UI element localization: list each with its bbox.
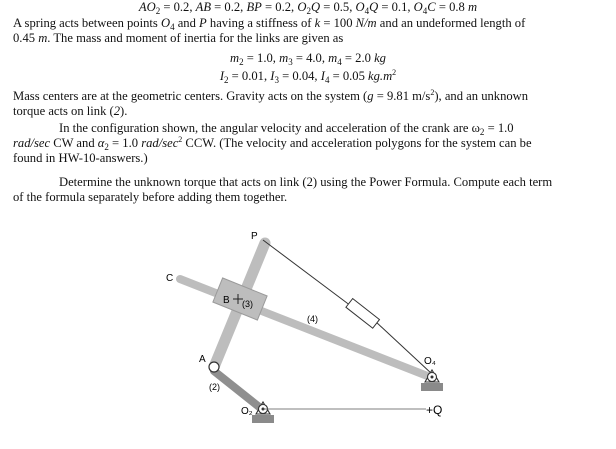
label-p: P bbox=[251, 231, 258, 242]
link-2-crank bbox=[214, 371, 263, 410]
spring-line-upper bbox=[263, 240, 351, 306]
label-b: B bbox=[223, 295, 230, 306]
paragraph-3: In the configuration shown, the angular velocity and acceleration of the crank are $\omega_2 = 1.0$ rad/sec CW and $\alpha_2 = 1.0$ rad/$\sec^2$ CCW. (The velocity and acceleration polygons for the system can be found in HW-10-answers.) bbox=[13, 121, 532, 165]
label-link-3: (3) bbox=[242, 299, 253, 309]
paragraph-1: A spring acts between points $O_4$ and P having a stiffness of k = 100 N/m and an undeformed length of 0.45 m. The mass and moment of inertia for the links are given as bbox=[13, 16, 526, 45]
spring-body bbox=[346, 299, 380, 329]
paragraph-4: Determine the unknown torque that acts on link (2) using the Power Formula. Compute each term of the formula separately before adding them together. bbox=[13, 175, 553, 204]
label-link-2: (2) bbox=[209, 382, 220, 392]
label-link-4: (4) bbox=[307, 314, 318, 324]
label-o4: O₄ bbox=[424, 356, 436, 367]
pin-a bbox=[209, 362, 219, 372]
label-a: A bbox=[199, 354, 206, 365]
inertia-line: $I_2 = 0.01$, $I_3 = 0.04$, $I_4 = 0.05$ $kg.m^2$ bbox=[219, 68, 397, 85]
label-o2: O₂ bbox=[241, 406, 253, 417]
dimensions-line: $AO_2 = 0.2$, AB = 0.2, BP = 0.2, $O_2Q = 0.5$, $O_4Q = 0.1$, $O_4C = 0.8$ m bbox=[138, 0, 478, 16]
label-c: C bbox=[166, 273, 174, 284]
mass-line: $m_2 = 1.0$, $m_3 = 4.0$, $m_4 = 2.0$ kg bbox=[230, 51, 386, 67]
label-q: +Q bbox=[426, 403, 443, 417]
paragraph-2: Mass centers are at the geometric centers. Gravity acts on the system (g = 9.81 $m/s^2$), and an unknown torque acts on link (2). bbox=[13, 88, 529, 118]
